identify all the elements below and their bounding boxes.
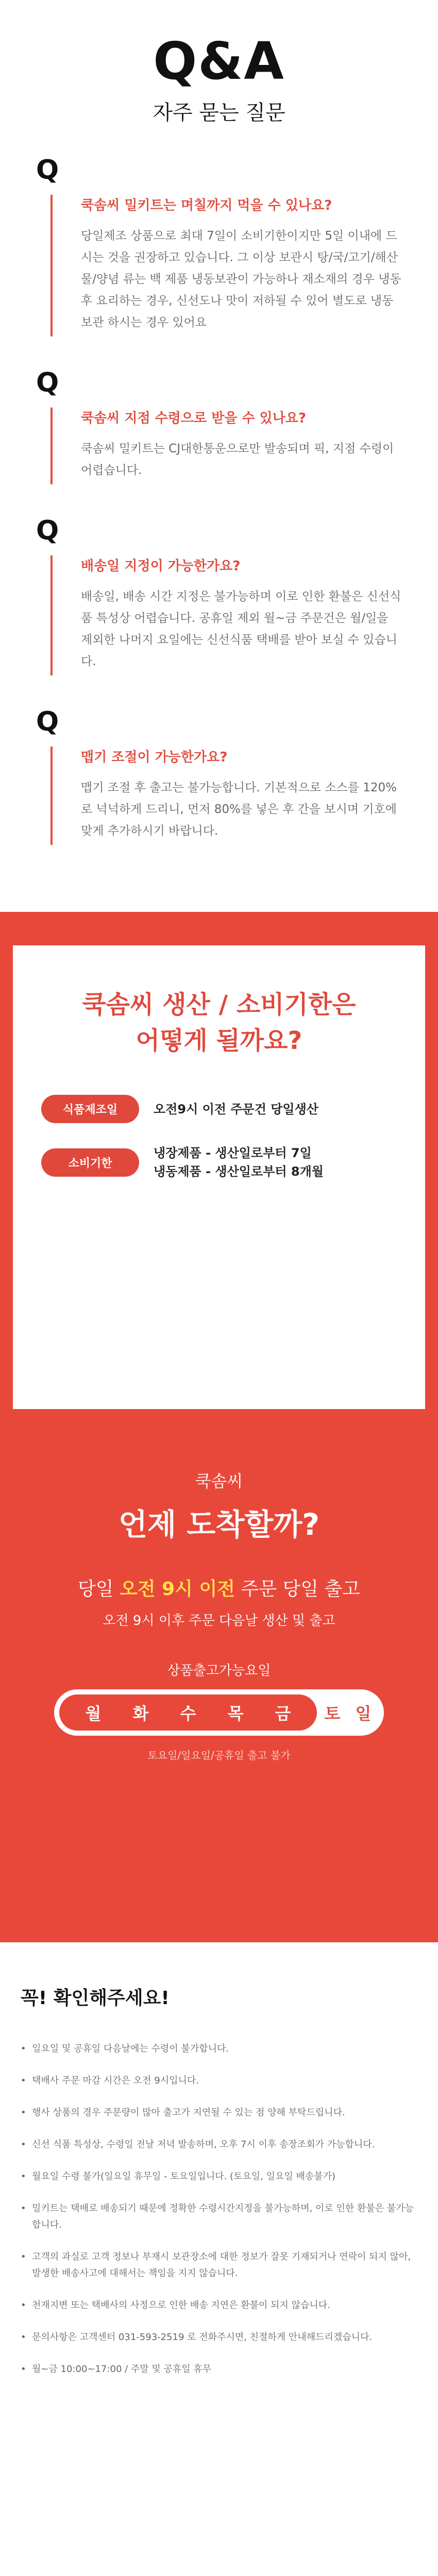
day-sun: 일: [355, 1704, 372, 1723]
production-row: [41, 1095, 425, 1123]
notice-item: • 신선 식품 특성상, 수령일 전날 저녁 발송하며, 오후 7시 이후 송장조회가 가능합니다.: [21, 2137, 417, 2153]
qa-q-mark: Q: [36, 515, 59, 546]
notice-item: • 행사 상품의 경우 주문량이 많아 출고가 지연될 수 있는 점 양해 부탁드립니다.: [21, 2105, 417, 2121]
production-text-line2: 냉동제품 - 생산일로부터 8개월: [154, 1164, 324, 1179]
notice-section: [21, 1984, 417, 2393]
qa-q-mark: Q: [36, 155, 59, 185]
production-text: 오전9시 이전 주문건 당일생산: [154, 1101, 318, 1116]
notice-item: • 월~금 10:00~17:00 / 주말 및 공휴일 휴무: [21, 2361, 417, 2378]
qa-question: 쿡솜씨 밀키트는 며칠까지 먹을 수 있나요?: [81, 198, 332, 213]
qa-header: [0, 0, 438, 155]
production-title: [13, 987, 425, 1059]
qa-item: [0, 367, 438, 484]
delivery-note: 토요일/일요일/공휴일 출고 불가: [147, 1749, 291, 1761]
delivery-line1: [0, 1574, 438, 1601]
qa-content: [50, 408, 402, 484]
production-text-line1: 냉장제품 - 생산일로부터 7일: [154, 1146, 312, 1160]
qa-question: 맵기 조절이 가능한가요?: [81, 750, 228, 765]
qa-answer: 당일제조 상품으로 최대 7일이 소비기한이지만 5일 이내에 드시는 것을 권장하고 있습니다. 그 이상 보관시 탕/국/고기/해산물/양념 류는 백 제품 냉동보관이 가능하나 재소재의 경우 냉동 후 요리하는 경우, 신선도나 맛이 저하될 수 있어 별도로 냉동보관 하시는 경우 있어요: [81, 229, 401, 329]
qa-question: 배송일 지정이 가능한가요?: [81, 558, 241, 574]
notice-item: • 밀키트는 택배로 배송되기 때문에 정확한 수령시간지정을 불가능하며, 이로 인한 환불은 불가능합니다.: [21, 2200, 417, 2233]
delivery-headline: 언제 도착할까?: [118, 1507, 319, 1542]
notice-list: [21, 2041, 417, 2378]
qa-subtitle: 자주 묻는 질문: [153, 101, 285, 125]
weekday-calendar: [54, 1689, 384, 1736]
day-wed: 수: [180, 1704, 196, 1723]
production-title-line2: 어떻게 될까요?: [136, 1026, 302, 1055]
qa-item: [0, 155, 438, 336]
qa-answer: 배송일, 배송 시간 지정은 불가능하며 이로 인한 환불은 신선식품 특성상 어렵습니다. 공휴일 제외 월~금 주문건은 월/일을 제외한 나머지 요일에는 신선식품 택배를 받아 보실 수 있습니다.: [81, 590, 401, 668]
qa-item: [0, 515, 438, 675]
day-sat: 토: [324, 1704, 341, 1723]
delivery-line1-pre: 당일: [78, 1579, 120, 1600]
qa-q-mark: Q: [36, 706, 59, 737]
qa-answer: 쿡솜씨 밀키트는 CJ대한통운으로만 발송되며 픽, 지점 수령이 어렵습니다.: [81, 442, 394, 477]
production-badge: 식품제조일: [41, 1095, 139, 1123]
qa-answer: 맵기 조절 후 출고는 불가능합니다. 기본적으로 소스를 120%로 넉넉하게 드리니, 먼저 80%를 넣은 후 간을 보시며 기호에 맞게 추가하시기 바랍니다.: [81, 781, 397, 838]
qa-content: [50, 747, 402, 845]
notice-item: • 천재지변 또는 택배사의 사정으로 인한 배송 지연은 환불이 되지 않습니다.: [21, 2297, 417, 2314]
qa-question: 쿡솜씨 지점 수령으로 받을 수 있나요?: [81, 411, 307, 426]
production-badge: 소비기한: [41, 1148, 139, 1177]
production-text: [154, 1144, 324, 1181]
calendar-title: 상품출고가능요일: [167, 1663, 271, 1679]
notice-item: • 고객의 과실로 고객 정보나 부재시 보관장소에 대한 정보가 잘못 기재되거나 연락이 되지 않아, 발생한 배송사고에 대해서는 책임을 지지 않습니다.: [21, 2249, 417, 2282]
qa-content: [50, 555, 402, 675]
production-title-line1: 쿡솜씨 생산 / 소비기한은: [82, 990, 356, 1019]
day-mon: 월: [85, 1704, 102, 1723]
qa-content: [50, 195, 402, 336]
shipping-days: [59, 1694, 317, 1731]
qa-q-mark: Q: [36, 367, 59, 398]
delivery-section: [0, 1468, 438, 1762]
production-row: [41, 1144, 425, 1181]
notice-item: • 월요일 수령 불가(일요일 휴무일 - 토요일입니다. (토요일, 일요일 배송불가): [21, 2168, 417, 2185]
non-shipping-days: [317, 1701, 379, 1724]
qa-item: [0, 706, 438, 845]
production-card: [13, 945, 425, 1409]
day-fri: 금: [275, 1704, 291, 1723]
qa-list: [0, 155, 438, 845]
notice-item: • 택배사 주문 마감 시간은 오전 9시입니다.: [21, 2073, 417, 2089]
delivery-line1-post: 주문 당일 출고: [235, 1579, 360, 1600]
delivery-brand: 쿡솜씨: [195, 1471, 243, 1491]
delivery-line1-highlight: 오전 9시 이전: [120, 1579, 235, 1600]
day-thu: 목: [227, 1704, 244, 1723]
delivery-line2: 오전 9시 이후 주문 다음날 생산 및 출고: [103, 1613, 335, 1629]
notice-item: • 문의사항은 고객센터 031-593-2519 로 전화주시면, 친절하게 안내해드리겠습니다.: [21, 2329, 417, 2346]
notice-title: 꼭! 확인해주세요!: [21, 1988, 170, 2009]
qa-title: Q&A: [153, 31, 285, 91]
day-tue: 화: [132, 1704, 149, 1723]
notice-item: • 일요일 및 공휴일 다음날에는 수령이 불가합니다.: [21, 2041, 417, 2057]
